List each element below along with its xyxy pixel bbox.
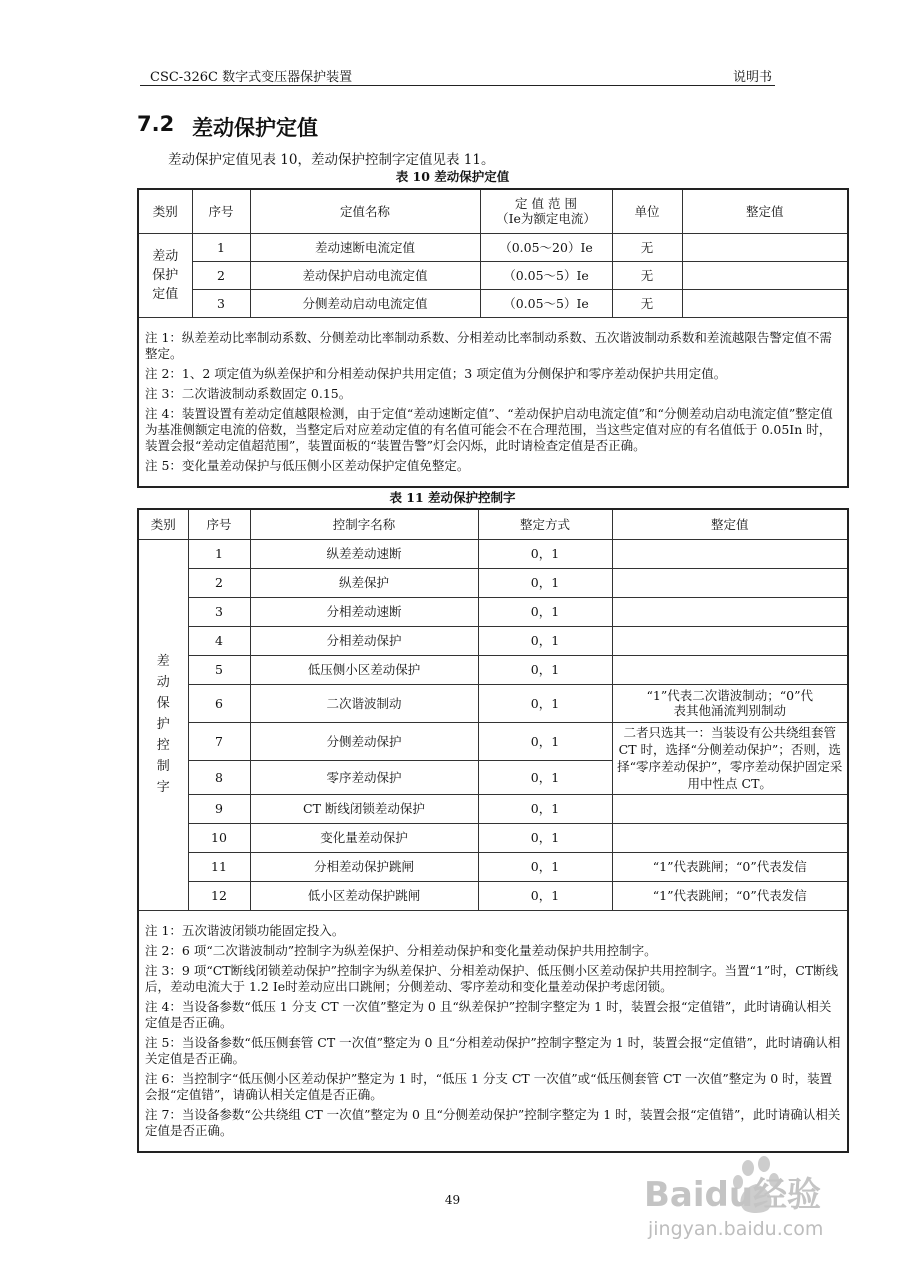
t10-index: 1	[192, 233, 250, 261]
table10-notes	[138, 317, 848, 487]
table10	[137, 188, 849, 488]
doc-header-label: 说明书	[732, 70, 772, 85]
t11-header-setting: 整定值	[612, 509, 848, 539]
t10-header-unit: 单位	[612, 189, 682, 233]
t11-setting	[612, 568, 848, 597]
t11-mode: 0，1	[478, 760, 612, 794]
t11-index: 1	[188, 539, 250, 568]
t11-mode: 0，1	[478, 823, 612, 852]
table-row	[138, 881, 848, 910]
t11-mode: 0，1	[478, 568, 612, 597]
table10-notes-row	[138, 317, 848, 487]
t11-note: 注 6：当控制字“低压侧小区差动保护”整定为 1 时，“低压 1 分支 CT 一次值”或“低压侧套管 CT 一次值”整定为 0 时，装置会报“定值错”，请确认相关定值是否正确。	[145, 1070, 833, 1102]
table-row	[138, 794, 848, 823]
t11-mode: 0，1	[478, 881, 612, 910]
t11-setting	[612, 597, 848, 626]
t11-setting	[612, 794, 848, 823]
section-title: 差动保护定值	[192, 116, 318, 140]
t10-setting	[682, 261, 848, 289]
t10-category-cell	[138, 233, 192, 317]
doc-header-title: CSC-326C 数字式变压器保护装置	[150, 70, 353, 85]
t10-index: 3	[192, 289, 250, 317]
t11-index: 12	[188, 881, 250, 910]
t11-setting: 二者只选其一：当装设有公共绕组套管 CT 时，选择“分侧差动保护”；否则，选择“零序差动保护”，零序差动保护固定采用中性点 CT。	[612, 722, 848, 794]
t11-name: 纵差保护	[250, 568, 478, 597]
table-row	[138, 597, 848, 626]
t11-header-category: 类别	[138, 509, 188, 539]
t11-index: 3	[188, 597, 250, 626]
t11-name: 纵差差动速断	[250, 539, 478, 568]
t11-setting	[612, 626, 848, 655]
t10-name: 差动保护启动电流定值	[250, 261, 480, 289]
t10-note: 注 2：1、2 项定值为纵差保护和分相差动保护共用定值；3 项定值为分侧保护和零序差动保护共用定值。	[145, 365, 727, 381]
t11-name: 分相差动速断	[250, 597, 478, 626]
t11-note: 注 4：当设备参数“低压 1 分支 CT 一次值”整定为 0 且“纵差保护”控制字整定为 1 时，装置会报“定值错”，此时请确认相关定值是否正确。	[145, 998, 832, 1030]
section-number: 7.2	[137, 112, 175, 136]
t10-note: 注 5：变化量差动保护与低压侧小区差动保护定值免整定。	[145, 457, 470, 473]
table-row	[138, 233, 848, 261]
t11-index: 2	[188, 568, 250, 597]
t11-name: CT 断线闭锁差动保护	[250, 794, 478, 823]
t11-note: 注 7：当设备参数“公共绕组 CT 一次值”整定为 0 且“分侧差动保护”控制字整定为 1 时，装置会报“定值错”，此时请确认相关定值是否正确。	[145, 1106, 841, 1138]
t11-mode: 0，1	[478, 597, 612, 626]
t11-note: 注 5：当设备参数“低压侧套管 CT 一次值”整定为 0 且“分相差动保护”控制字整定为 1 时，装置会报“定值错”，此时请确认相关定值是否正确。	[145, 1034, 841, 1066]
t11-note: 注 1：五次谐波闭锁功能固定投入。	[145, 922, 345, 938]
t11-setting	[612, 823, 848, 852]
t11-header-mode: 整定方式	[478, 509, 612, 539]
t11-name: 二次谐波制动	[250, 684, 478, 722]
t11-name: 分侧差动保护	[250, 722, 478, 760]
watermark-url: jingyan.baidu.com	[648, 1218, 824, 1240]
table11	[137, 508, 849, 1153]
section-intro: 差动保护定值见表 10，差动保护控制字定值见表 11。	[168, 152, 495, 168]
table11-caption: 表 11 差动保护控制字	[389, 490, 516, 505]
t11-index: 9	[188, 794, 250, 823]
t10-note: 注 4：装置设置有差动定值越限检测，由于定值“差动速断定值”、“差动保护启动电流定值”和“分侧差动启动电流定值”整定值为基准侧额定电流的倍数，当整定后对应差动定值的有名值可能会不在合理范围，当这些定值对应的有名值低于 0.05In 时，装置会报“差动定值超范围”，装置面板的“装置告警”灯会闪烁，此时请检查定值是否正确。	[145, 405, 833, 453]
t11-name: 低压侧小区差动保护	[250, 655, 478, 684]
t11-mode: 0，1	[478, 852, 612, 881]
watermark-brand: Baidu经验	[644, 1175, 822, 1215]
t11-setting	[612, 539, 848, 568]
t10-range: （0.05～5）Ie	[480, 261, 612, 289]
t11-note: 注 2：6 项“二次谐波制动”控制字为纵差保护、分相差动保护和变化量差动保护共用控制字。	[145, 942, 657, 958]
t10-unit: 无	[612, 261, 682, 289]
t11-name: 分相差动保护跳闸	[250, 852, 478, 881]
t10-header-range-line1: 定 值 范 围	[515, 196, 577, 212]
t11-setting: “1”代表跳闸；“0”代表发信	[612, 852, 848, 881]
table-row	[138, 655, 848, 684]
t11-category: 差动保护控制字	[156, 654, 170, 795]
t10-name: 分侧差动启动电流定值	[250, 289, 480, 317]
header-rule	[140, 85, 775, 86]
t10-range: （0.05～5）Ie	[480, 289, 612, 317]
t10-header-range	[480, 189, 612, 233]
t10-name: 差动速断电流定值	[250, 233, 480, 261]
t10-unit: 无	[612, 233, 682, 261]
t11-index: 7	[188, 722, 250, 760]
t11-name: 低小区差动保护跳闸	[250, 881, 478, 910]
page-number: 49	[444, 1193, 461, 1207]
t10-range: （0.05～20）Ie	[480, 233, 612, 261]
t11-name: 变化量差动保护	[250, 823, 478, 852]
t11-index: 5	[188, 655, 250, 684]
t11-mode: 0，1	[478, 655, 612, 684]
t11-header-name: 控制字名称	[250, 509, 478, 539]
t10-category: 差动保护定值	[152, 248, 179, 302]
table11-notes-row	[138, 910, 848, 1152]
table-row	[138, 722, 848, 760]
t10-header-range-line2: （Ie为额定电流）	[496, 211, 596, 227]
t11-category-cell	[138, 539, 188, 910]
t11-header-index: 序号	[188, 509, 250, 539]
table10-caption: 表 10 差动保护定值	[395, 169, 510, 184]
t11-index: 10	[188, 823, 250, 852]
t11-name: 零序差动保护	[250, 760, 478, 794]
t11-note: 注 3：9 项“CT断线闭锁差动保护”控制字为纵差保护、分相差动保护、低压侧小区差动保护共用控制字。当置“1”时，CT断线后，差动电流大于 1.2 Ie时差动应出口跳闸；分侧差动、零序差动和变化量差动保护考虑闭锁。	[145, 962, 839, 994]
table-row	[138, 684, 848, 722]
t10-setting	[682, 289, 848, 317]
t11-name: 分相差动保护	[250, 626, 478, 655]
table11-notes	[138, 910, 848, 1152]
t11-setting: “1”代表跳闸；“0”代表发信	[612, 881, 848, 910]
t11-index: 11	[188, 852, 250, 881]
table10-header-row	[138, 189, 848, 233]
t11-mode: 0，1	[478, 684, 612, 722]
t11-setting: “1”代表二次谐波制动；“0”代表其他涌流判别制动	[612, 684, 848, 722]
table-row	[138, 289, 848, 317]
t11-setting	[612, 655, 848, 684]
t10-header-name: 定值名称	[250, 189, 480, 233]
table-row	[138, 539, 848, 568]
table-row	[138, 568, 848, 597]
t10-unit: 无	[612, 289, 682, 317]
t11-mode: 0，1	[478, 626, 612, 655]
t10-note: 注 1：纵差差动比率制动系数、分侧差动比率制动系数、分相差动比率制动系数、五次谐波制动系数和差流越限告警定值不需整定。	[145, 329, 832, 361]
t10-header-category: 类别	[138, 189, 192, 233]
table11-header-row	[138, 509, 848, 539]
t11-index: 8	[188, 760, 250, 794]
t10-note: 注 3：二次谐波制动系数固定 0.15。	[145, 385, 352, 401]
table-row	[138, 852, 848, 881]
t11-mode: 0，1	[478, 539, 612, 568]
t10-index: 2	[192, 261, 250, 289]
t10-header-index: 序号	[192, 189, 250, 233]
t10-header-setting: 整定值	[682, 189, 848, 233]
t11-index: 4	[188, 626, 250, 655]
table-row	[138, 626, 848, 655]
t11-index: 6	[188, 684, 250, 722]
t11-mode: 0，1	[478, 794, 612, 823]
table-row	[138, 261, 848, 289]
table-row	[138, 823, 848, 852]
t10-setting	[682, 233, 848, 261]
t11-mode: 0，1	[478, 722, 612, 760]
